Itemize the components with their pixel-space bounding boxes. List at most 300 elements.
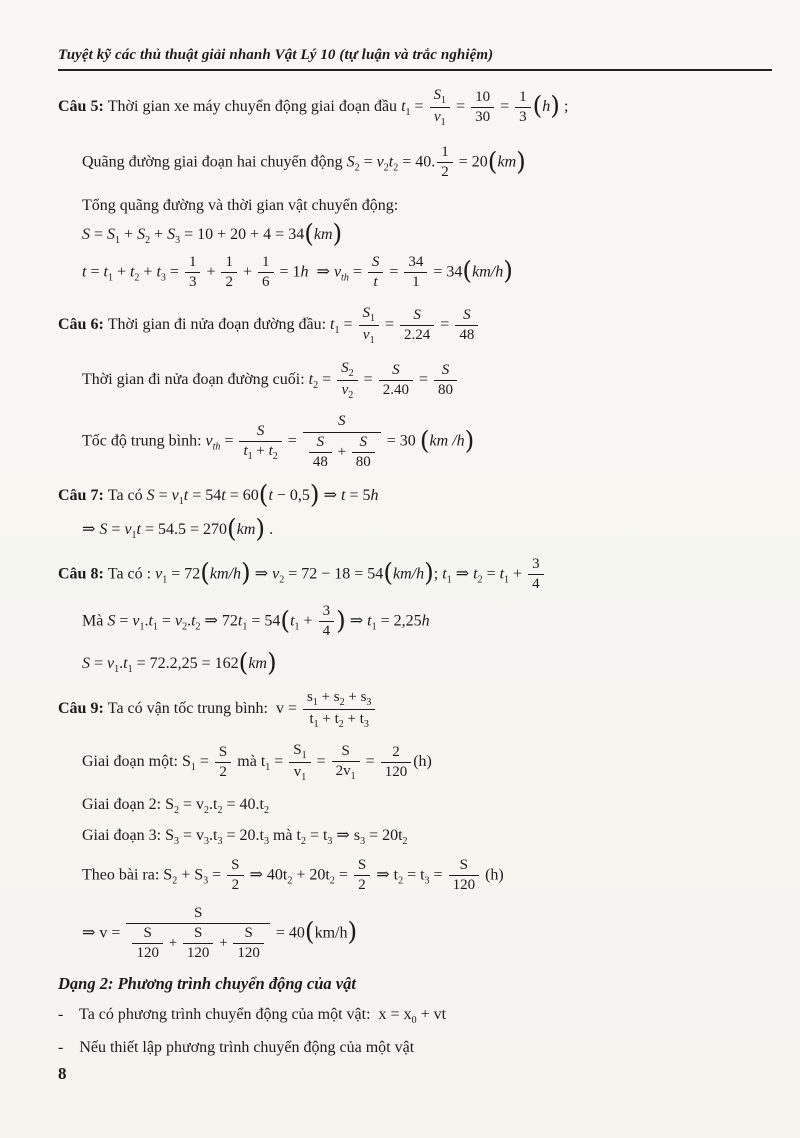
text-run: =: [154, 486, 172, 504]
text-run: S: [362, 305, 370, 322]
text-run: 1: [441, 144, 449, 160]
text-run: +: [333, 443, 350, 460]
text-run: 2: [231, 877, 240, 894]
dang-2-heading-line: [58, 974, 772, 995]
text-run: =: [220, 432, 238, 450]
fraction: [227, 857, 243, 895]
subscript: 2: [145, 234, 151, 246]
text-run: 48: [459, 327, 475, 344]
subscript: 3: [204, 836, 210, 847]
text-run: ⇒: [345, 612, 368, 630]
text-run: 3: [322, 603, 331, 620]
text-run: t: [473, 565, 478, 583]
subscript: 1: [178, 495, 184, 507]
fraction: [132, 925, 163, 963]
subscript: 2: [383, 162, 389, 174]
paren: ): [347, 917, 358, 947]
text-run: ⇒ 72: [200, 612, 238, 630]
text-run: = 20: [454, 153, 488, 171]
paren: (: [238, 647, 249, 677]
text-run: S: [341, 742, 350, 759]
subscript: 2: [354, 162, 360, 174]
cau-8-line: [58, 556, 772, 594]
fraction: [404, 254, 427, 292]
cau-8-s-line: [82, 647, 772, 677]
text-run: =: [107, 521, 125, 539]
text-run: t: [499, 565, 505, 583]
text-run: Ta có :: [107, 565, 156, 583]
fraction: [381, 744, 412, 782]
giai-doan-2-line: [82, 795, 772, 816]
text-run: ⇒ v =: [82, 924, 125, 942]
text-run: t: [221, 486, 226, 504]
text-run: - Nếu thiết lập phương trình chuyển động của một vật: [58, 1039, 415, 1057]
text-run: ⇒: [82, 521, 100, 539]
paren: ): [309, 480, 320, 510]
text-run: Dạng 2: Phương trình chuyển động của vật: [58, 974, 356, 994]
text-run: t: [123, 654, 128, 672]
text-run: S: [82, 225, 90, 243]
text-run: v: [171, 486, 179, 504]
text-run: t: [401, 98, 406, 116]
text-run: h: [421, 612, 430, 630]
fraction: [515, 89, 531, 127]
subscript: 2: [174, 805, 179, 816]
paren: ): [424, 558, 434, 588]
text-run: 48: [312, 453, 328, 470]
text-run: +: [252, 442, 269, 459]
text-run: =: [385, 263, 403, 281]
text-run: t: [367, 612, 372, 630]
text-run: h: [370, 486, 379, 504]
subscript: 2: [393, 162, 399, 174]
text-run: Tốc độ trung bình:: [82, 432, 206, 450]
subscript: 3: [160, 272, 166, 284]
text-run: t: [308, 371, 314, 389]
text-run: km: [497, 153, 517, 171]
cau-6-line: [58, 305, 772, 346]
text-run: .: [187, 612, 192, 630]
cau-7-line: [58, 480, 772, 510]
text-run: 120: [186, 945, 210, 961]
subscript: 1: [139, 621, 145, 633]
text-run: 120: [237, 945, 260, 961]
text-run: S: [137, 225, 146, 243]
subscript: 1: [247, 450, 253, 462]
fraction: [289, 742, 310, 783]
subscript: 2: [338, 719, 344, 730]
subscript: 2: [204, 805, 210, 816]
fraction: [437, 144, 453, 182]
fraction: [449, 857, 480, 895]
text-run: = 40: [271, 924, 305, 942]
fraction: [434, 362, 457, 400]
paren: ): [336, 605, 346, 635]
page-number: 8: [58, 1064, 67, 1083]
cau-5-line: [58, 87, 772, 128]
fraction: [319, 603, 335, 641]
subscript: 1: [242, 621, 248, 633]
text-run: v: [155, 565, 163, 583]
fraction: [455, 307, 478, 345]
giai-doan-3-line: [82, 826, 772, 847]
text-run: =: [208, 866, 226, 884]
tong-t-line: [82, 254, 772, 292]
text-run: + t: [318, 711, 339, 727]
subscript: 3: [203, 875, 209, 887]
tong-quang-duong-label-line: [82, 196, 772, 216]
text-run: =: [496, 98, 514, 116]
subscript: 1: [371, 621, 377, 633]
text-run: S: [107, 225, 116, 243]
text-run: ⇒ 40t: [245, 866, 288, 884]
text-run: = t: [305, 827, 328, 844]
text-run: ⇒: [250, 565, 273, 583]
text-run: S: [371, 253, 380, 270]
text-run: + s: [317, 689, 340, 705]
paren: ): [550, 91, 560, 121]
text-run: =: [165, 263, 183, 281]
text-run: +: [112, 263, 130, 281]
cau-9-line: [58, 689, 772, 730]
subscript: 3: [360, 836, 366, 847]
text-run: ⇒ t: [372, 866, 399, 884]
text-run: km: [248, 654, 267, 672]
fraction: [430, 87, 451, 128]
text-run: ;: [433, 565, 443, 583]
text-run: Câu 6:: [58, 316, 108, 334]
thoi-gian-nua-doan-cuoi-line: [82, 360, 772, 401]
text-run: =: [115, 612, 133, 630]
text-run: v: [433, 109, 441, 125]
text-run: Ta có: [107, 486, 147, 504]
text-run: 120: [452, 877, 476, 894]
text-run: v: [107, 654, 115, 672]
paren: ): [516, 146, 526, 176]
text-run: S: [244, 924, 253, 941]
text-run: Câu 7:: [58, 486, 108, 504]
text-run: v: [272, 565, 280, 583]
text-run: S: [459, 857, 468, 873]
tong-s-line: [82, 218, 772, 248]
text-run: 3: [519, 109, 527, 125]
subscript: 2: [279, 574, 285, 586]
subscript: 2: [287, 875, 293, 887]
text-run: S: [256, 422, 265, 439]
text-run: ⇒: [451, 565, 474, 583]
text-run: t: [373, 274, 378, 291]
text-run: 2v: [335, 763, 351, 780]
text-run: s: [306, 689, 313, 705]
text-run: h: [542, 98, 551, 116]
text-run: t: [309, 711, 314, 727]
text-run: .: [144, 612, 149, 630]
text-run: 34: [408, 253, 424, 270]
text-run: S: [293, 742, 302, 758]
text-run: 1: [225, 253, 233, 270]
text-run: = 2,25: [376, 612, 422, 630]
text-run: = 54.5 = 270: [141, 521, 228, 539]
text-run: km/h: [472, 263, 504, 281]
subscript: th: [212, 441, 221, 453]
fraction: [359, 305, 380, 346]
text-run: 2: [358, 877, 366, 894]
toc-do-trung-binh-line: [82, 413, 772, 471]
text-run: = t: [403, 866, 425, 884]
fraction: [400, 307, 434, 345]
text-run: t: [136, 521, 141, 539]
subscript: 1: [265, 762, 271, 774]
paren: (: [200, 558, 210, 588]
text-run: t: [243, 442, 248, 459]
fraction: [126, 905, 269, 963]
subscript: 2: [339, 697, 345, 708]
subscript: 1: [114, 663, 120, 675]
text-run: 2: [225, 274, 233, 291]
text-run: 10: [475, 88, 491, 105]
text-run: Giai đoạn 3: S: [82, 827, 174, 844]
giai-doan-mot-line: [82, 742, 772, 783]
paren: (: [304, 917, 315, 947]
text-run: t: [290, 612, 295, 630]
text-run: Mà: [82, 612, 108, 630]
text-run: = v: [179, 796, 205, 813]
text-run: .: [119, 654, 124, 672]
paren: (: [419, 426, 430, 456]
fraction: [185, 254, 201, 292]
text-run: mà t: [233, 753, 266, 771]
text-run: .t: [209, 796, 218, 813]
subscript: 1: [152, 621, 158, 633]
subscript: 1: [127, 663, 133, 675]
text-run: 3: [532, 555, 540, 572]
subscript: 1: [301, 772, 307, 783]
text-run: S: [193, 904, 203, 921]
text-run: 1: [519, 88, 527, 105]
text-run: Thời gian đi nửa đoạn đường đầu:: [107, 316, 331, 334]
text-run: =: [359, 153, 377, 171]
subscript: 1: [312, 697, 318, 708]
paren: ): [255, 514, 266, 544]
text-run: km: [236, 521, 256, 539]
text-run: 120: [136, 945, 159, 961]
text-run: t: [330, 316, 335, 334]
paren: (: [532, 91, 543, 121]
subscript: 3: [327, 836, 333, 847]
text-run: 120: [384, 764, 408, 780]
text-run: t: [103, 263, 108, 281]
fraction: [309, 434, 332, 472]
text-run: v: [124, 521, 132, 539]
text-run: S: [99, 521, 108, 539]
text-run: = 34: [429, 263, 463, 281]
subscript: 3: [175, 234, 181, 246]
subscript: 2: [348, 390, 354, 402]
fraction: [239, 423, 281, 462]
document-content: [58, 87, 772, 1058]
text-run: =: [195, 753, 213, 771]
text-run: S: [167, 225, 176, 243]
text-run: + t: [343, 711, 364, 727]
text-run: t: [156, 263, 161, 281]
cau-7-result-line: [82, 514, 772, 544]
cau-8-ma-line: [82, 603, 772, 641]
fraction: [233, 925, 264, 963]
text-run: S: [143, 924, 152, 941]
text-run: =: [436, 316, 454, 334]
subscript: 1: [107, 272, 113, 284]
text-run: Quãng đường giai đoạn hai chuyển động: [82, 153, 347, 171]
text-run: v: [293, 764, 302, 780]
text-run: =: [414, 371, 432, 389]
text-run: =: [361, 753, 379, 771]
subscript: 2: [402, 836, 408, 847]
text-run: +: [139, 263, 157, 281]
text-run: +: [120, 225, 138, 243]
text-run: t: [237, 612, 243, 630]
paren: (: [304, 218, 314, 248]
fraction: [258, 254, 274, 292]
subscript: 1: [294, 621, 300, 633]
text-run: t: [268, 442, 273, 459]
text-run: =: [318, 371, 336, 389]
text-run: Ta có vận tốc trung bình: v =: [107, 700, 301, 718]
subscript: 1: [162, 574, 168, 586]
text-run: km /h: [429, 432, 465, 450]
subscript: 2: [272, 450, 278, 462]
subscript: 3: [424, 875, 430, 887]
subscript: 2: [477, 574, 483, 586]
text-run: (h): [481, 866, 504, 884]
text-run: = 20t: [365, 827, 403, 844]
paren: (: [487, 146, 498, 176]
text-run: v: [341, 382, 349, 399]
text-run: v: [174, 612, 183, 630]
text-run: 30: [475, 109, 491, 125]
text-run: 4: [322, 623, 331, 640]
subscript: 2: [195, 621, 201, 633]
text-run: S: [463, 307, 471, 324]
text-run: (h): [413, 753, 432, 771]
text-run: +: [299, 612, 317, 630]
text-run: = 60: [225, 486, 259, 504]
paren: ): [266, 647, 277, 677]
fraction: [337, 360, 358, 401]
subscript: 1: [405, 107, 411, 119]
subscript: th: [341, 272, 349, 284]
fraction: [368, 254, 384, 292]
text-run: = 10 + 20 + 4 = 34: [180, 225, 305, 243]
subscript: 1: [441, 95, 447, 106]
text-run: =: [339, 316, 357, 334]
text-run: km/h: [393, 565, 425, 583]
text-run: =: [429, 866, 447, 884]
theo-bai-ra-line: [82, 857, 772, 895]
text-run: = 72.2,25 = 162: [132, 654, 239, 672]
text-run: =: [90, 225, 108, 243]
paren: (: [462, 256, 473, 286]
text-run: km: [313, 225, 333, 243]
subscript: 2: [263, 805, 269, 816]
header-title: Tuyệt kỹ các thủ thuật giải nhanh Vật Lý 10 (tự luận và trắc nghiệm): [58, 47, 494, 63]
text-run: 1: [412, 274, 420, 291]
text-run: t: [341, 486, 346, 504]
text-run: S: [359, 433, 368, 450]
text-run: − 0,5: [272, 486, 310, 504]
fraction: [215, 744, 231, 782]
van-toc-ket-qua-line: [82, 905, 772, 963]
text-run: 1: [188, 253, 197, 270]
text-run: +: [150, 225, 168, 243]
fraction: [379, 362, 413, 400]
text-run: Tổng quãng đường và thời gian vật chuyển động:: [82, 196, 399, 214]
paren: ): [464, 426, 475, 456]
text-run: = 20.t: [222, 827, 264, 844]
text-run: t: [148, 612, 153, 630]
text-run: v: [376, 153, 384, 171]
text-run: 6: [262, 274, 270, 291]
text-run: 2.40: [382, 382, 409, 399]
subscript: 2: [313, 380, 319, 392]
text-run: 4: [532, 575, 540, 592]
text-run: + s: [344, 689, 367, 705]
text-run: t: [82, 263, 87, 281]
text-run: +: [509, 565, 527, 583]
text-run: =: [157, 612, 175, 630]
fraction: [354, 857, 370, 895]
text-run: S: [357, 857, 367, 873]
subscript: 2: [182, 621, 188, 633]
subscript: 3: [366, 697, 372, 708]
subscript: 0: [411, 1015, 417, 1027]
text-run: = 72 − 18 = 54: [284, 565, 384, 583]
text-run: 1: [262, 253, 270, 270]
text-run: t: [388, 153, 394, 171]
text-run: S: [107, 612, 116, 630]
text-run: =: [86, 263, 104, 281]
text-run: S: [338, 413, 346, 430]
text-run: = 72: [167, 565, 201, 583]
subscript: 1: [115, 234, 121, 246]
text-run: + 20t: [292, 866, 330, 884]
text-run: ⇒ s: [332, 827, 361, 844]
quang-duong-giai-doan-hai-line: [82, 144, 772, 182]
page-header: [58, 46, 772, 71]
text-run: = 1: [275, 263, 301, 281]
text-run: S: [231, 857, 240, 873]
text-run: = 54: [247, 612, 281, 630]
paren: (: [383, 558, 393, 588]
text-run: .t: [209, 827, 218, 844]
subscript: 2: [134, 272, 140, 284]
subscript: 3: [363, 719, 369, 730]
text-run: v: [205, 432, 213, 450]
text-run: Câu 5:: [58, 98, 108, 116]
text-run: Theo bài ra: S: [82, 866, 173, 884]
text-run: 80: [355, 453, 371, 470]
text-run: Thời gian đi nửa đoạn đường cuối:: [82, 371, 309, 389]
text-run: Câu 8:: [58, 565, 108, 583]
text-run: .: [265, 521, 274, 539]
text-run: + vt: [416, 1006, 447, 1024]
text-run: S: [146, 486, 155, 504]
subscript: 1: [190, 762, 196, 774]
text-run: S: [433, 87, 442, 103]
text-run: mà t: [268, 827, 301, 844]
text-run: km/h: [314, 924, 348, 942]
text-run: ;: [559, 98, 569, 116]
fraction: [303, 413, 381, 471]
